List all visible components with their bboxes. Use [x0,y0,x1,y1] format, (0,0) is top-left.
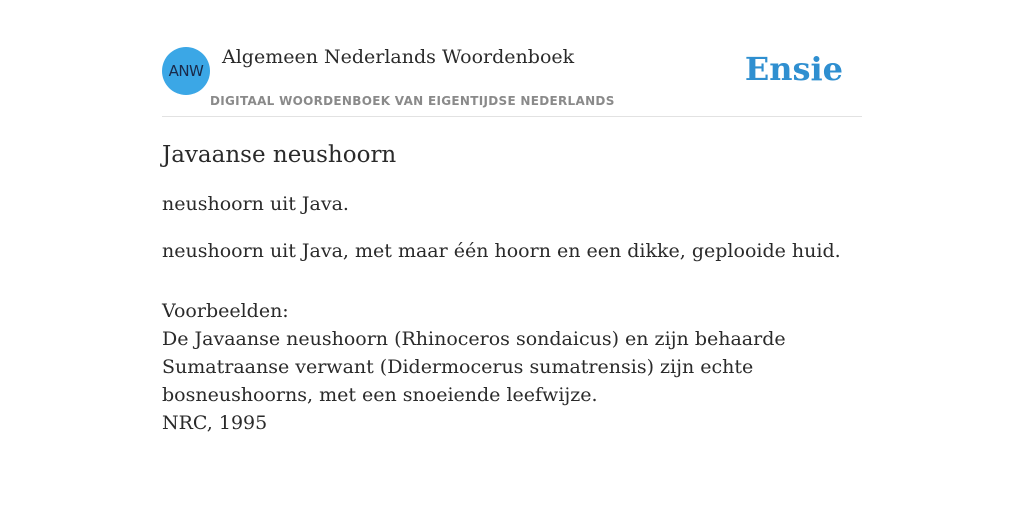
ensie-brand-link[interactable]: Ensie [744,50,843,88]
long-definition: neushoorn uit Java, met maar één hoorn en een dikke, geplooide huid. [162,240,841,262]
entry-headword: Javaanse neushoorn [162,142,397,168]
site-subtitle: DIGITAAL WOORDENBOEK VAN EIGENTIJDSE NEDERLANDS [210,94,615,108]
examples-block [162,297,862,437]
example-source: NRC, 1995 [162,412,268,434]
example-text: De Javaanse neushoorn (Rhinoceros sondaicus) en zijn behaarde Sumatraanse verwant (Didermocerus sumatrensis) zijn echte bosneushoorns, met een snoeiende leefwijze. [162,328,786,406]
entry-content [162,140,862,437]
site-title[interactable]: Algemeen Nederlands Woordenboek [222,46,575,68]
examples-label: Voorbeelden: [162,300,289,322]
anw-logo[interactable]: ANW [162,47,210,95]
site-header [162,0,862,117]
short-definition: neushoorn uit Java. [162,193,349,215]
